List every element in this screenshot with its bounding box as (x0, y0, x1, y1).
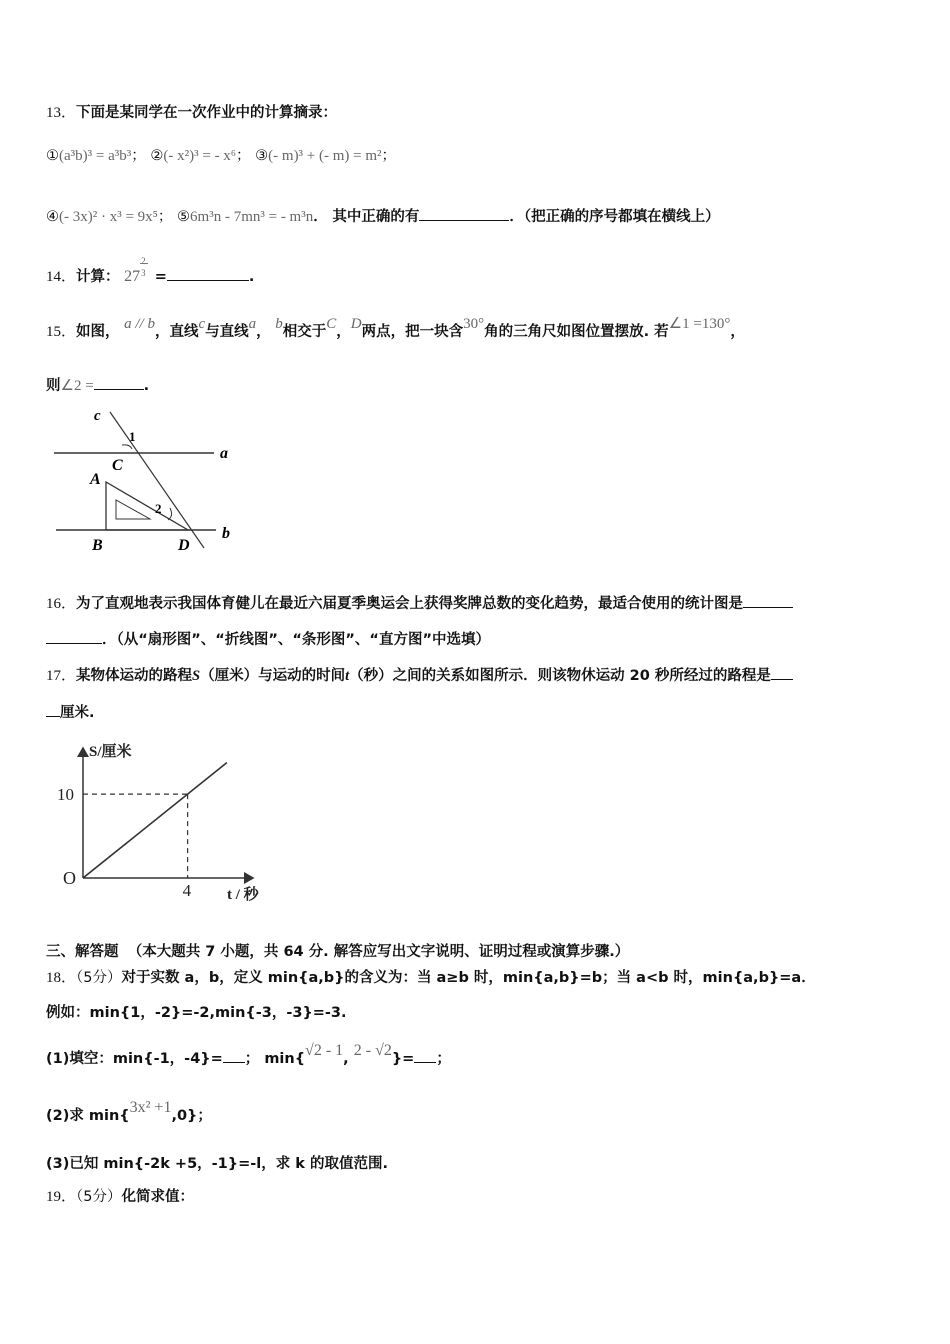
line-c (110, 412, 204, 548)
q18-definition: 18．（5分）对于实数 a，b，定义 min{a,b}的含义为：当 a≥b 时，min{a,b}=b；当 a<b 时，min{a,b}=a． (46, 970, 816, 986)
q18-p1-blank-2[interactable] (414, 1047, 436, 1063)
q19-number: 19． (46, 1189, 77, 1205)
q16-line2: ．（从“扇形图”、“折线图”、“条形图”、“直方图”中选填） (46, 628, 490, 650)
q16-line1: 16．为了直观地表示我国体育健儿在最近六届夏季奥运会上获得奖牌总数的变化趋势，最适合使用的统计图是 (46, 592, 793, 614)
triangle-inner (116, 500, 150, 519)
q17-answer-blank-2[interactable] (46, 701, 60, 717)
q17-number: 17． (46, 668, 77, 684)
label-A: A (90, 471, 101, 488)
label-1: 1 (129, 429, 136, 444)
q18-part2: (2)求 min{3x² +1,0}； (46, 1099, 212, 1124)
y-tick-label-0: 10 (57, 785, 74, 805)
q13-row2: ④(- 3x)² · x³ = 9x⁵； ⑤6m³n - 7mn³ = - m³n． 其中正确的有 ．（把正确的序号都填在横线上） (46, 205, 720, 227)
q13-item5-expr: 6m³n - 7mn³ = - m³n (190, 209, 314, 225)
q17-answer-blank-1[interactable] (771, 664, 793, 680)
q17-line1: 17．某物体运动的路程S（厘米）与运动的时间t（秒）之间的关系如图所示．则该物休运动 20 秒所经过的路程是 (46, 664, 793, 686)
q13-item2-expr: (- x²)³ = - x⁶ (163, 148, 237, 164)
distance-time-chart (55, 738, 275, 908)
q13-item3-expr: (- m)³ + (- m) = m² (268, 148, 382, 164)
q14-base: 27 (124, 268, 141, 285)
q13-item2-label: ② (150, 148, 164, 164)
q15-answer-blank[interactable] (94, 374, 144, 390)
q13-intro: 13．下面是某同学在一次作业中的计算摘录： (46, 105, 338, 121)
q13-number: 13． (46, 105, 77, 121)
q16-answer-blank-1[interactable] (743, 592, 793, 608)
q15-number: 15． (46, 324, 77, 340)
series-line (83, 763, 227, 878)
q13-item1-expr: (a³b)³ = a³b³ (59, 148, 132, 164)
q14: 14．计算： 27 2 3 = . (46, 256, 255, 285)
q18-part1: (1)填空：min{-1，-4}= ； min{√2 - 1, 2 - √2}= ； (46, 1042, 451, 1067)
q18-part3: (3)已知 min{-2k +5，-1}=-l，求 k 的取值范围. (46, 1156, 388, 1172)
angle1-arc (122, 445, 132, 449)
q13-item4-expr: (- 3x)² · x³ = 9x⁵ (59, 209, 158, 225)
q18-example: 例如：min{1，-2}=-2,min{-3，-3}=-3. (46, 1005, 347, 1021)
q13-answer-blank[interactable] (419, 205, 509, 221)
q15-line1: 15．如图， a // b，直线c与直线a， b相交于C，D两点，把一块含30°角的三角尺如图位置摆放. 若∠1 =130°， (46, 316, 745, 340)
q13-ask: 其中正确的有 (332, 209, 420, 225)
label-B: B (92, 537, 103, 554)
q16-answer-blank-2[interactable] (46, 628, 102, 644)
q17-line2: 厘米. (46, 701, 95, 723)
q14-answer-blank[interactable] (167, 265, 249, 281)
x-tick-label-0: 4 (182, 881, 192, 900)
x-axis-label: t / 秒 (227, 887, 259, 903)
q16-number: 16． (46, 596, 77, 612)
section3-heading: 三、解答题 （本大题共 7 小题，共 64 分. 解答应写出文字说明、证明过程或演算步骤.） (46, 944, 630, 960)
label-c: c (94, 408, 101, 424)
q18-p1-blank-1[interactable] (223, 1047, 245, 1063)
q13-row1: ①(a³b)³ = a³b³； ②(- x²)³ = - x⁶； ③(- m)³ + (- m) = m²； (46, 148, 397, 164)
q13-hint: ．（把正确的序号都填在横线上） (509, 209, 720, 225)
q13-item3-label: ③ (255, 148, 269, 164)
q13-item4-label: ④ (46, 209, 59, 225)
triangle-ruler (106, 482, 188, 530)
q14-number: 14． (46, 269, 77, 285)
q14-exponent: 2 3 (140, 265, 150, 285)
q19: 19．（5分）化简求值： (46, 1189, 194, 1205)
q13-item5-label: ⑤ (177, 209, 191, 225)
label-b: b (222, 525, 230, 542)
label-D: D (178, 537, 190, 554)
q13-item1-label: ① (46, 148, 59, 164)
q15-figure (50, 400, 250, 560)
y-axis-label: S/厘米 (89, 744, 132, 760)
label-a: a (220, 445, 228, 462)
q18-number: 18． (46, 970, 77, 986)
origin-label: O (63, 868, 76, 888)
label-2: 2 (155, 501, 162, 516)
q15-line2: 则∠2 = . (46, 374, 149, 396)
label-C: C (112, 457, 123, 474)
